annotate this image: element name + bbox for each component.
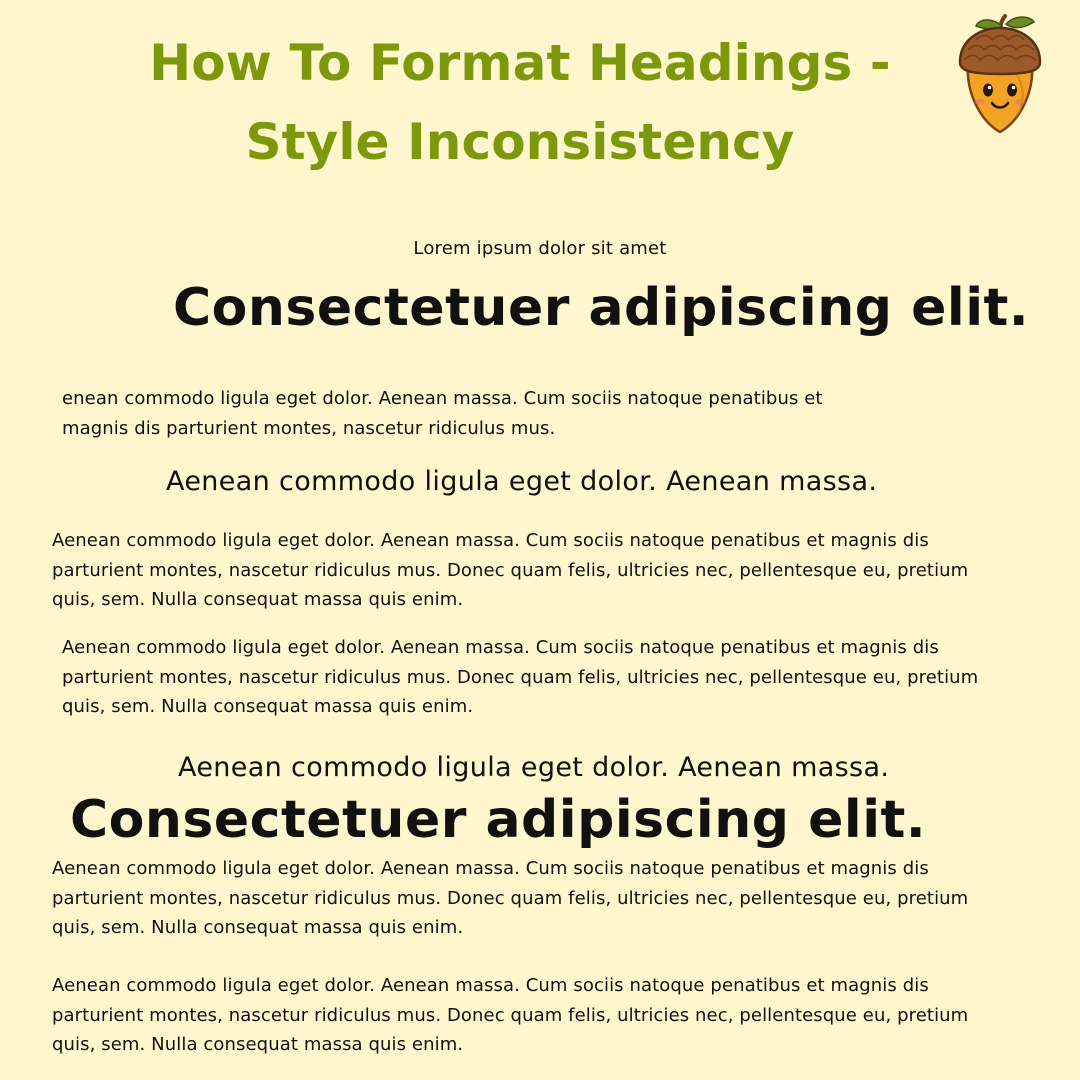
page-title-line-1: How To Format Headings - [149, 34, 891, 92]
page-title [120, 24, 920, 182]
paragraph-1-line-1: enean commodo ligula eget dolor. Aenean massa. Cum sociis natoque penatibus et [62, 388, 823, 409]
mid-heading-1: Aenean commodo ligula eget dolor. Aenean massa. [166, 466, 878, 497]
mid-heading-2: Aenean commodo ligula eget dolor. Aenean massa. [178, 752, 890, 783]
paragraph-3-line-2: parturient montes, nascetur ridiculus mus. Donec quam felis, ultricies nec, pellentesque eu, pretium [62, 666, 979, 688]
paragraph-4-line-3: quis, sem. Nulla consequat massa quis enim. [52, 917, 464, 938]
paragraph-3-line-1: Aenean commodo ligula eget dolor. Aenean massa. Cum sociis natoque penatibus et magnis dis [62, 637, 939, 658]
paragraph-1 [62, 384, 823, 443]
paragraph-5-line-1: Aenean commodo ligula eget dolor. Aenean massa. Cum sociis natoque penatibus et magnis dis [52, 975, 929, 996]
paragraph-5-line-3: quis, sem. Nulla consequat massa quis enim. [52, 1034, 464, 1055]
paragraph-3-line-3: quis, sem. Nulla consequat massa quis enim. [62, 696, 474, 717]
large-heading-1: Consectetuer adipiscing elit. [173, 278, 1030, 338]
paragraph-5 [52, 971, 968, 1060]
page-title-line-2: Style Inconsistency [245, 113, 795, 171]
paragraph-5-line-2: parturient montes, nascetur ridiculus mus. Donec quam felis, ultricies nec, pellentesque eu, pretium [52, 1004, 969, 1026]
paragraph-3 [62, 633, 978, 722]
paragraph-4-line-1: Aenean commodo ligula eget dolor. Aenean massa. Cum sociis natoque penatibus et magnis dis [52, 858, 929, 879]
paragraph-2 [52, 526, 968, 615]
paragraph-2-line-1: Aenean commodo ligula eget dolor. Aenean massa. Cum sociis natoque penatibus et magnis dis [52, 530, 929, 551]
paragraph-2-line-2: parturient montes, nascetur ridiculus mus. Donec quam felis, ultricies nec, pellentesque eu, pretium [52, 559, 969, 581]
large-heading-2: Consectetuer adipiscing elit. [70, 790, 927, 850]
acorn-mascot-icon [950, 10, 1050, 140]
paragraph-1-line-2: magnis dis parturient montes, nascetur ridiculus mus. [62, 417, 556, 439]
paragraph-4-line-2: parturient montes, nascetur ridiculus mus. Donec quam felis, ultricies nec, pellentesque eu, pretium [52, 887, 969, 909]
paragraph-4 [52, 854, 968, 943]
paragraph-2-line-3: quis, sem. Nulla consequat massa quis enim. [52, 589, 464, 610]
small-heading: Lorem ipsum dolor sit amet [413, 238, 667, 259]
